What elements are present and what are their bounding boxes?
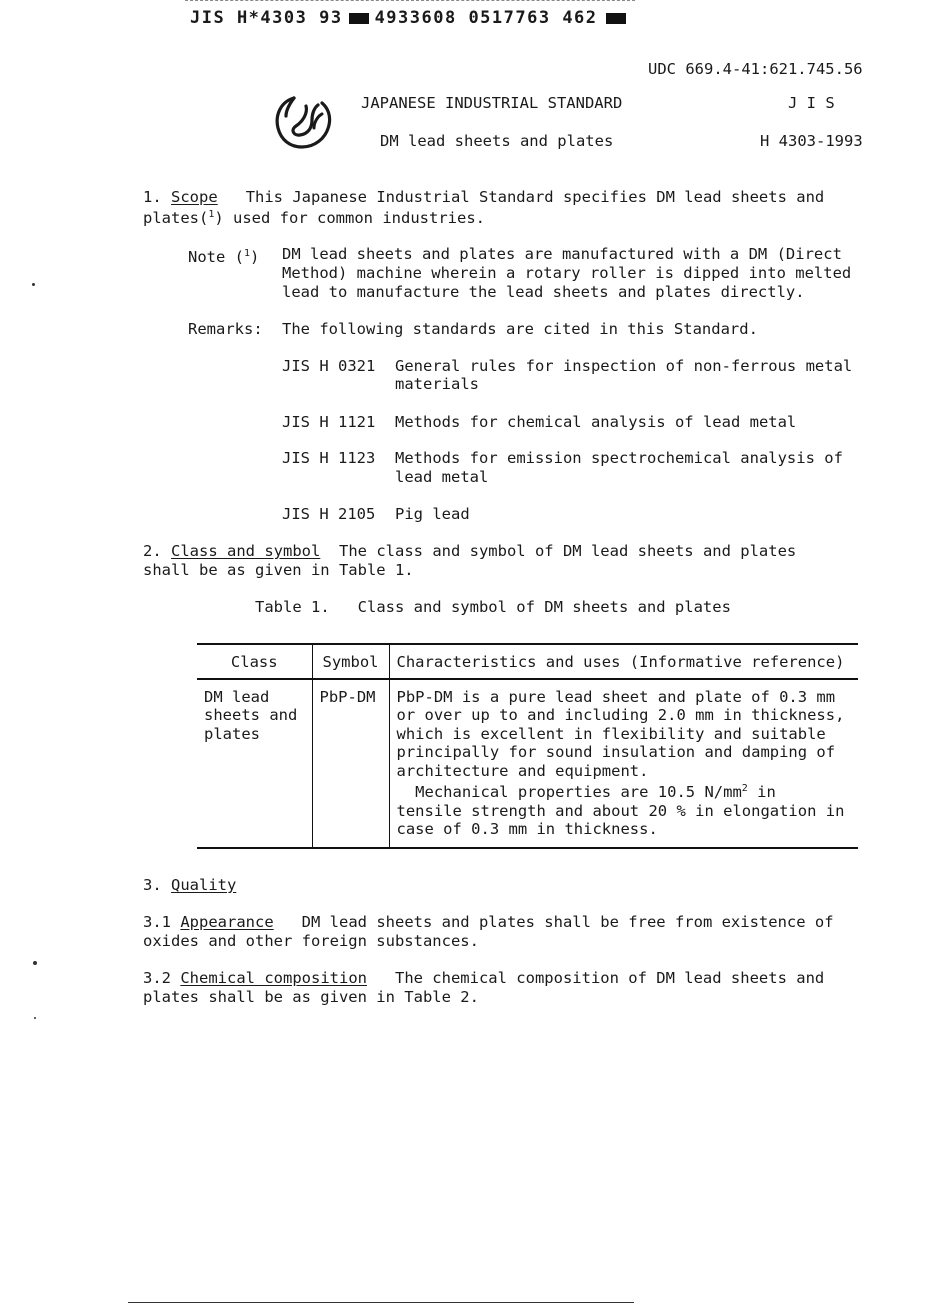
text-fragment: ) used for common industries. (214, 209, 485, 228)
table-header-class: Class (197, 644, 312, 679)
char-line: which is excellent in flexibility and suitable (396, 724, 826, 743)
char-line: architecture and equipment. (396, 761, 649, 780)
section1-line-1 (143, 188, 824, 207)
section32-line-1 (143, 969, 824, 988)
text-fragment: Mechanical properties are 10.5 N/mm (396, 783, 742, 802)
subsection-number: 3.1 (143, 913, 171, 931)
class-line: plates (204, 724, 260, 743)
document-header-code (190, 8, 632, 28)
table-cell-symbol: PbP-DM (312, 679, 389, 848)
footer-rule (128, 1302, 634, 1303)
section-text: The class and symbol of DM lead sheets and plates (339, 542, 797, 560)
footnote-ref: 1 (244, 248, 251, 259)
header-code-2: 4933608 0517763 462 (374, 8, 598, 28)
section31-line-1 (143, 913, 834, 932)
section3-heading-line (143, 876, 236, 895)
cited-title: materials (395, 375, 479, 393)
note-line: Method) machine wherein a rotary roller is dipped into melted (282, 264, 852, 282)
superscript: 2 (741, 783, 748, 794)
section1-line-2 (143, 206, 485, 228)
subsection-heading: Chemical composition (180, 969, 367, 987)
scan-speck (32, 283, 35, 286)
redaction-block (606, 13, 626, 24)
text-fragment: ) (250, 248, 260, 267)
char-line: case of 0.3 mm in thickness. (396, 820, 658, 839)
class-line: sheets and (204, 706, 298, 724)
jis-label: J I S (788, 94, 835, 112)
remarks-label: Remarks: (188, 320, 263, 338)
table-header-characteristics: Characteristics and uses (Informative reference) (389, 644, 858, 679)
document-title: DM lead sheets and plates (380, 132, 614, 150)
char-line: tensile strength and about 20 % in elongation in (396, 801, 845, 820)
section-text: This Japanese Industrial Standard specifies DM lead sheets and (245, 188, 825, 206)
section2-line-2: shall be as given in Table 1. (143, 561, 414, 579)
cited-code: JIS H 2105 (282, 505, 376, 523)
scan-speck (33, 961, 37, 965)
table-cell-class (197, 679, 312, 848)
scan-top-strip (185, 0, 635, 5)
cited-code: JIS H 1121 (282, 413, 376, 431)
text-fragment: in (747, 783, 776, 802)
note-line: DM lead sheets and plates are manufactured with a DM (Direct (282, 245, 842, 263)
cited-title: Methods for chemical analysis of lead metal (395, 413, 797, 431)
subsection-number: 3.2 (143, 969, 171, 987)
table1-caption: Table 1. Class and symbol of DM sheets and plates (255, 598, 731, 616)
table-header-row (197, 644, 858, 679)
section-text: DM lead sheets and plates shall be free from existence of (301, 913, 834, 931)
section-number: 1. (143, 188, 162, 206)
cited-code: JIS H 1123 (282, 449, 376, 467)
table-header-symbol: Symbol (312, 644, 389, 679)
section32-line-2: plates shall be as given in Table 2. (143, 988, 479, 1006)
subsection-heading: Appearance (180, 913, 274, 931)
section-number: 2. (143, 542, 162, 560)
note-label (188, 245, 259, 267)
table-cell-characteristics (389, 679, 858, 848)
cited-title: General rules for inspection of non-ferrous metal (395, 357, 853, 375)
cited-title: Methods for emission spectrochemical analysis of (395, 449, 843, 467)
header-code: JIS H*4303 93 (190, 8, 343, 28)
cited-title: Pig lead (395, 505, 470, 523)
standard-number: H 4303-1993 (760, 132, 863, 150)
table-row (197, 679, 858, 848)
class-line: DM lead (204, 687, 270, 706)
remarks-text: The following standards are cited in this Standard. (282, 320, 758, 338)
udc-number: UDC 669.4-41:621.745.56 (648, 60, 863, 78)
section31-line-2: oxides and other foreign substances. (143, 932, 479, 950)
jis-mark-logo (272, 92, 334, 152)
char-line: PbP-DM is a pure lead sheet and plate of 0.3 mm (396, 687, 836, 706)
table-1 (197, 643, 858, 849)
section-number: 3. (143, 876, 162, 894)
standard-name: JAPANESE INDUSTRIAL STANDARD (361, 94, 623, 112)
char-line-mechanical (397, 780, 852, 802)
scan-speck (34, 1017, 36, 1019)
footnote-ref: 1 (208, 209, 215, 220)
cited-code: JIS H 0321 (282, 357, 376, 375)
section2-line-1 (143, 542, 796, 561)
redaction-block (349, 13, 369, 24)
note-line: lead to manufacture the lead sheets and plates directly. (282, 283, 805, 301)
cited-title: lead metal (395, 468, 489, 486)
section-heading: Quality (171, 876, 237, 894)
section-heading: Class and symbol (171, 542, 321, 560)
section-heading: Scope (171, 188, 218, 206)
text-fragment: Note ( (188, 248, 244, 267)
char-line: principally for sound insulation and damping of (396, 743, 836, 761)
section-text: The chemical composition of DM lead sheets and (394, 969, 825, 987)
char-line: or over up to and including 2.0 mm in thickness, (396, 706, 845, 724)
text-fragment: plates( (143, 209, 209, 228)
